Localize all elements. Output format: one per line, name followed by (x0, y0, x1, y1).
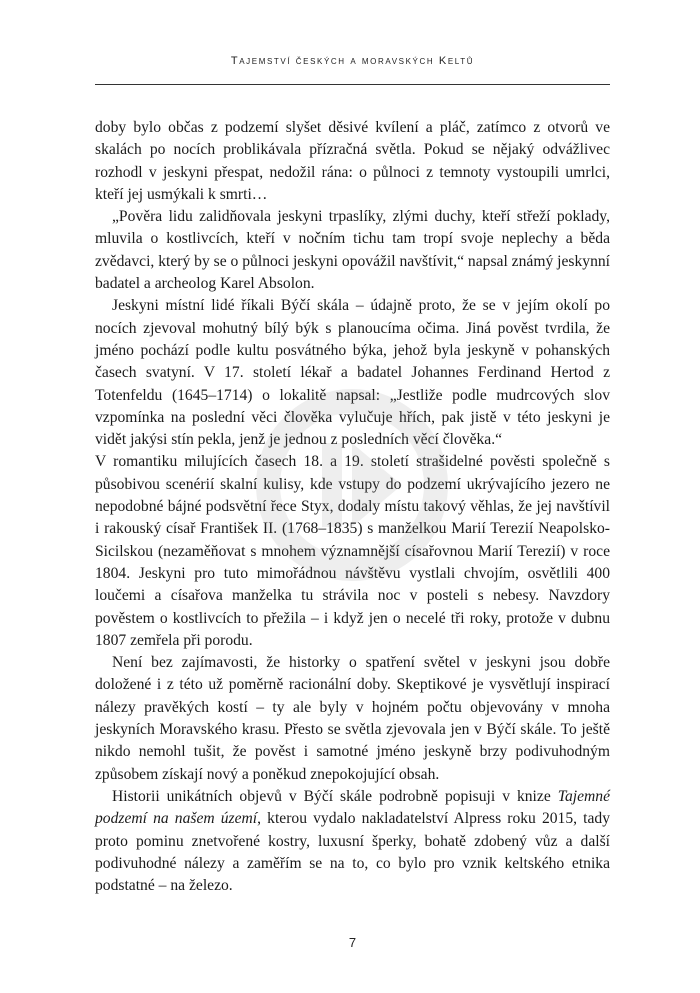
header-rule (95, 84, 610, 85)
paragraph-5-end: , kterou vydalo nakladatelství Alpress roku 2015, tady proto pominu znetvořené kostry, luxusní šperky, bohatě zdobený vůz a další podivuhodné nálezy a zaměřím se na to, co bylo pro vznik keltského etnika podstatné – na železo. (95, 810, 610, 895)
page-number: 7 (348, 935, 357, 950)
book-title: Tajemné podzemí na našem území (95, 787, 610, 828)
paragraph-3-continued: V romantiku milujících časech 18. a 19. století strašidelné pověsti společně s působivou scenérií skalní kulisy, kde vstupy do podzemí ukrývajícího jezero ne nepodobné bájné podsvětní řece Styx, dodaly místu takový věhlas, že jej navštívil i rakouský císař František II. (1768–1835) s manželkou Marií Terezií Neapolsko-Sicilskou (nezaměňovat s mnohem významnější císařovnou Marií Terezií) v roce 1804. Jeskyni pro tuto mimořádnou návštěvu vystlali chvojím, osvětlili 400 loučemi a císařova manželka tu strávila noc v posteli s nebesy. Navzdory pověstem o kostlivcích to přežila – i když jen o necelé tři roky, protože v dubnu 1807 zemřela při porodu. (95, 453, 610, 649)
paragraph-1: doby bylo občas z podzemí slyšet děsivé kvílení a pláč, zatímco z otvorů ve skalách po nocích problikávala přízračná světla. Pokud se nějaký odvážlivec rozhodl v jeskyni přespat, nedožil rána: o půlnoci z temnoty vystoupili umrlci, kteří jej usmýkali k smrti… (95, 119, 610, 203)
paragraph-2: „Pověra lidu zalidňovala jeskyni trpaslíky, zlými duchy, kteří střeží poklady, mluvila o kostlivcích, kteří v nočním tichu tam tropí svoje neplechy a běda zvědavci, který by se o půlnoci jeskyni opovážil navštívit,“ napsal známý jeskynní badatel a archeolog Karel Absolon. (95, 208, 610, 293)
paragraph-4: Není bez zajímavosti, že historky o spatření světel v jeskyni jsou dobře doložené i z této už poměrně racionální doby. Skeptikové je vysvětlují inspirací nálezy pravěkých kostí – ty ale byly v hojném počtu objevovány v mnoha jeskyních Moravského krasu. Přesto se světla zjevovala jen v Býčí skále. To ještě nikdo nemohl tušit, že pověst i samotné jméno jeskyně brzy podivuhodným způsobem získají nový a poněkud znepokojující obsah. (95, 654, 610, 783)
body-text (95, 117, 610, 897)
paragraph-5 (95, 786, 610, 897)
paragraph-5-start: Historii unikátních objevů v Býčí skále podrobně popisuji v knize (112, 787, 558, 805)
running-head: Tajemství českých a moravských Keltů (230, 55, 475, 67)
paragraph-3: Jeskyni místní lidé říkali Býčí skála – údajně proto, že se v jejím okolí po nocích zjevoval mohutný bílý býk s planoucíma očima. Jiná pověst tvrdila, že jméno pochází podle kultu posvátného býka, jehož byla jeskyně v pohanských časech svatyní. V 17. století lékař a badatel Johannes Ferdinand Hertod z Totenfeldu (1645–1714) o lokalitě napsal: „Jestliže podle mudrcových slov vzpomínka na poslední věci člověka vylučuje hřích, pak jistě v této jeskyni je vidět jakýsi stín pekla, jenž je jednou z posledních věcí člověka.“ (95, 297, 610, 449)
